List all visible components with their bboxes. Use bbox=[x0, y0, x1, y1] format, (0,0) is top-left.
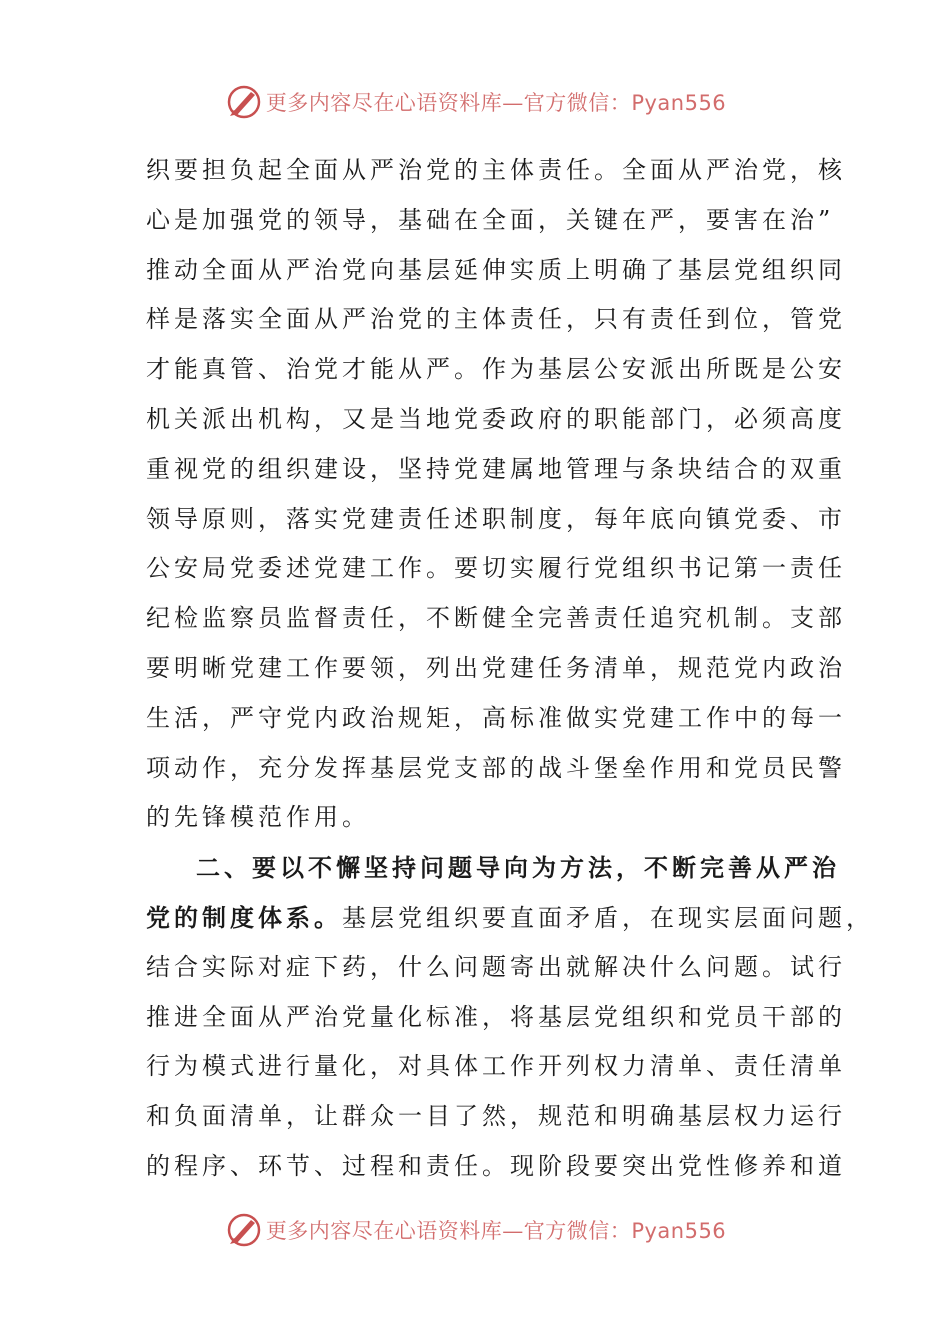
header-banner bbox=[0, 82, 950, 122]
text-line bbox=[146, 893, 874, 943]
text-line: 的程序、环节、过程和责任。现阶段要突出党性修养和道 bbox=[146, 1151, 846, 1180]
text-line: 结合实际对症下药，什么问题寄出就解决什么问题。试行 bbox=[146, 952, 846, 981]
text-line: 样是落实全面从严治党的主体责任，只有责任到位，管党 bbox=[146, 305, 846, 334]
section-heading-end: 党的制度体系。 bbox=[146, 902, 342, 932]
text-line: 领导原则，落实党建责任述职制度，每年底向镇党委、市 bbox=[146, 504, 846, 533]
text-line: 要明晰党建工作要领，列出党建任务清单，规范党内政治 bbox=[146, 653, 846, 682]
text-line: 行为模式进行量化，对具体工作开列权力清单、责任清单 bbox=[146, 1052, 846, 1081]
banner-code: Pyan556 bbox=[631, 91, 727, 115]
text-line: 织要担负起全面从严治党的主体责任。全面从严治党，核 bbox=[146, 156, 846, 184]
text-line: 公安局党委述党建工作。要切实履行党组织书记第一责任 bbox=[146, 554, 846, 583]
banner-text: 更多内容尽在心语资料库—官方微信：Pyan556 bbox=[265, 1219, 727, 1243]
pen-seal-icon bbox=[224, 82, 264, 122]
pen-seal-icon bbox=[224, 1210, 264, 1250]
section-heading: 二、要以不懈坚持问题导向为方法，不断完善从严治 bbox=[196, 853, 840, 883]
text-line: 机关派出机构，又是当地党委政府的职能部门，必须高度 bbox=[146, 404, 846, 433]
text-line: 推进全面从严治党量化标准，将基层党组织和党员干部的 bbox=[146, 1002, 846, 1031]
text-line: 才能真管、治党才能从严。作为基层公安派出所既是公安 bbox=[146, 355, 846, 384]
text-line: 的先锋模范作用。 bbox=[146, 803, 370, 832]
text-line: 生活，严守党内政治规矩，高标准做实党建工作中的每一 bbox=[146, 703, 846, 732]
banner-code: Pyan556 bbox=[631, 1219, 727, 1243]
text-segment: 基层党组织要直面矛盾，在现实层面问题， bbox=[342, 903, 874, 932]
text-line: 项动作，充分发挥基层党支部的战斗堡垒作用和党员民警 bbox=[146, 753, 846, 782]
document-body bbox=[146, 146, 874, 1192]
banner-text: 更多内容尽在心语资料库—官方微信：Pyan556 bbox=[265, 91, 727, 115]
text-line: 重视党的组织建设，坚持党建属地管理与条块结合的双重 bbox=[146, 454, 846, 483]
footer-banner bbox=[0, 1210, 950, 1250]
text-line: 和负面清单，让群众一目了然，规范和明确基层权力运行 bbox=[146, 1102, 846, 1131]
text-line: 心是加强党的领导，基础在全面，关键在严，要害在治” bbox=[146, 205, 835, 234]
text-line: 纪检监察员监督责任，不断健全完善责任追究机制。支部 bbox=[146, 604, 846, 633]
text-line: 推动全面从严治党向基层延伸实质上明确了基层党组织同 bbox=[146, 255, 846, 284]
